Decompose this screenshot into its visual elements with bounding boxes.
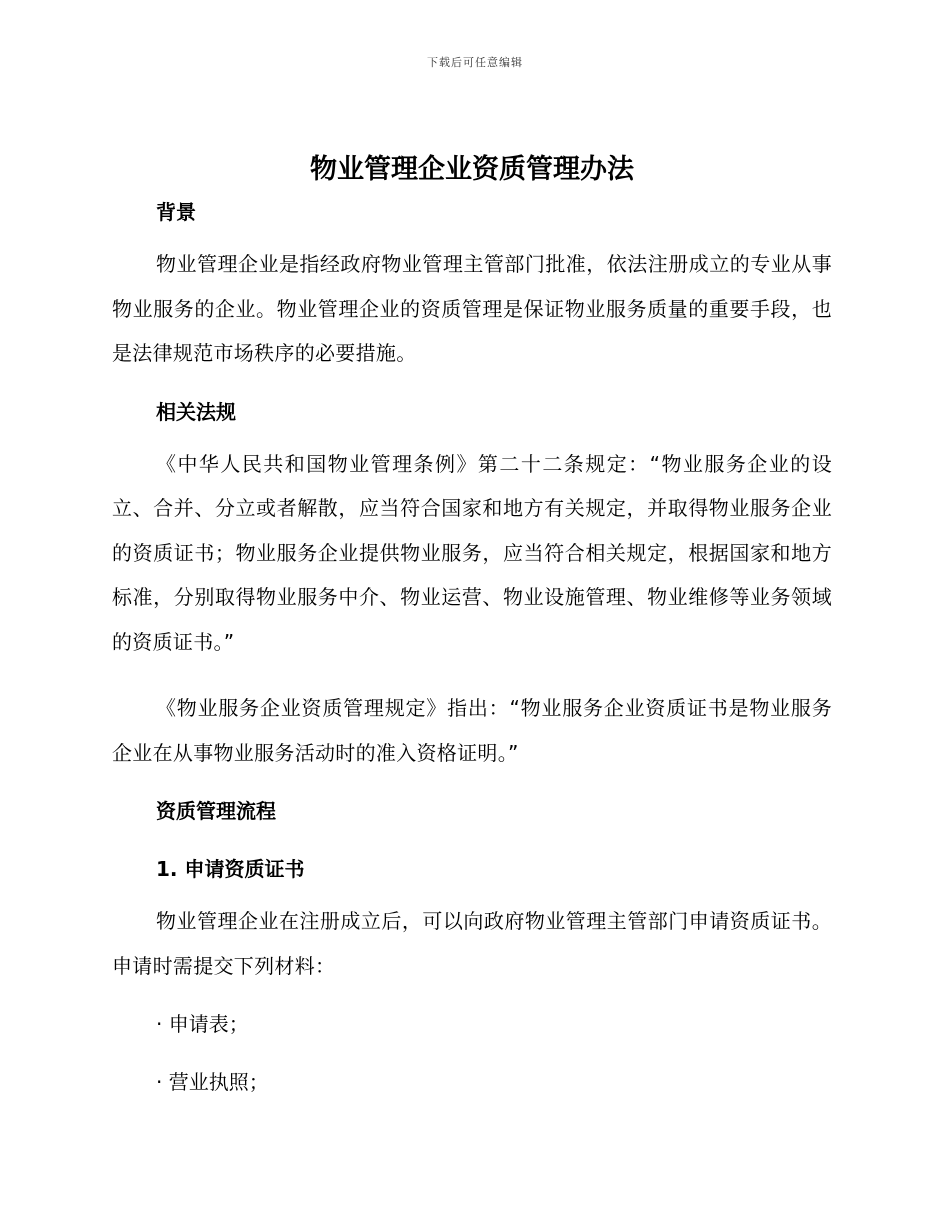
background-paragraph: 物业管理企业是指经政府物业管理主管部门批准，依法注册成立的专业从事物业服务的企业。物业管理企业的资质管理是保证物业服务质量的重要手段，也是法律规范市场秩序的必要措施。 (112, 252, 832, 365)
regulations-paragraph-2: 《物业服务企业资质管理规定》指出：“物业服务企业资质证书是物业服务企业在从事物业服务活动时的准入资格证明。” (112, 696, 832, 765)
process-heading: 资质管理流程 (156, 799, 276, 823)
document-title: 物业管理企业资质管理办法 (310, 154, 634, 185)
background-heading: 背景 (156, 200, 196, 224)
list-item: · 申请表； (156, 1012, 249, 1036)
list-item: · 营业执照； (156, 1070, 269, 1094)
header-note: 下载后可任意编辑 (427, 56, 523, 69)
regulations-heading: 相关法规 (156, 399, 236, 424)
step-1-heading: 1. 申请资质证书 (156, 857, 305, 881)
document-body (112, 148, 832, 1096)
step-1-paragraph: 物业管理企业在注册成立后，可以向政府物业管理主管部门申请资质证书。申请时需提交下列材料： (112, 909, 832, 978)
regulations-paragraph-1: 《中华人民共和国物业管理条例》第二十二条规定：“物业服务企业的设立、合并、分立或者解散，应当符合国家和地方有关规定，并取得物业服务企业的资质证书；物业服务企业提供物业服务，应当符合相关规定，根据国家和地方标准，分别取得物业服务中介、物业运营、物业设施管理、物业维修等业务领域的资质证书。” (112, 451, 832, 654)
